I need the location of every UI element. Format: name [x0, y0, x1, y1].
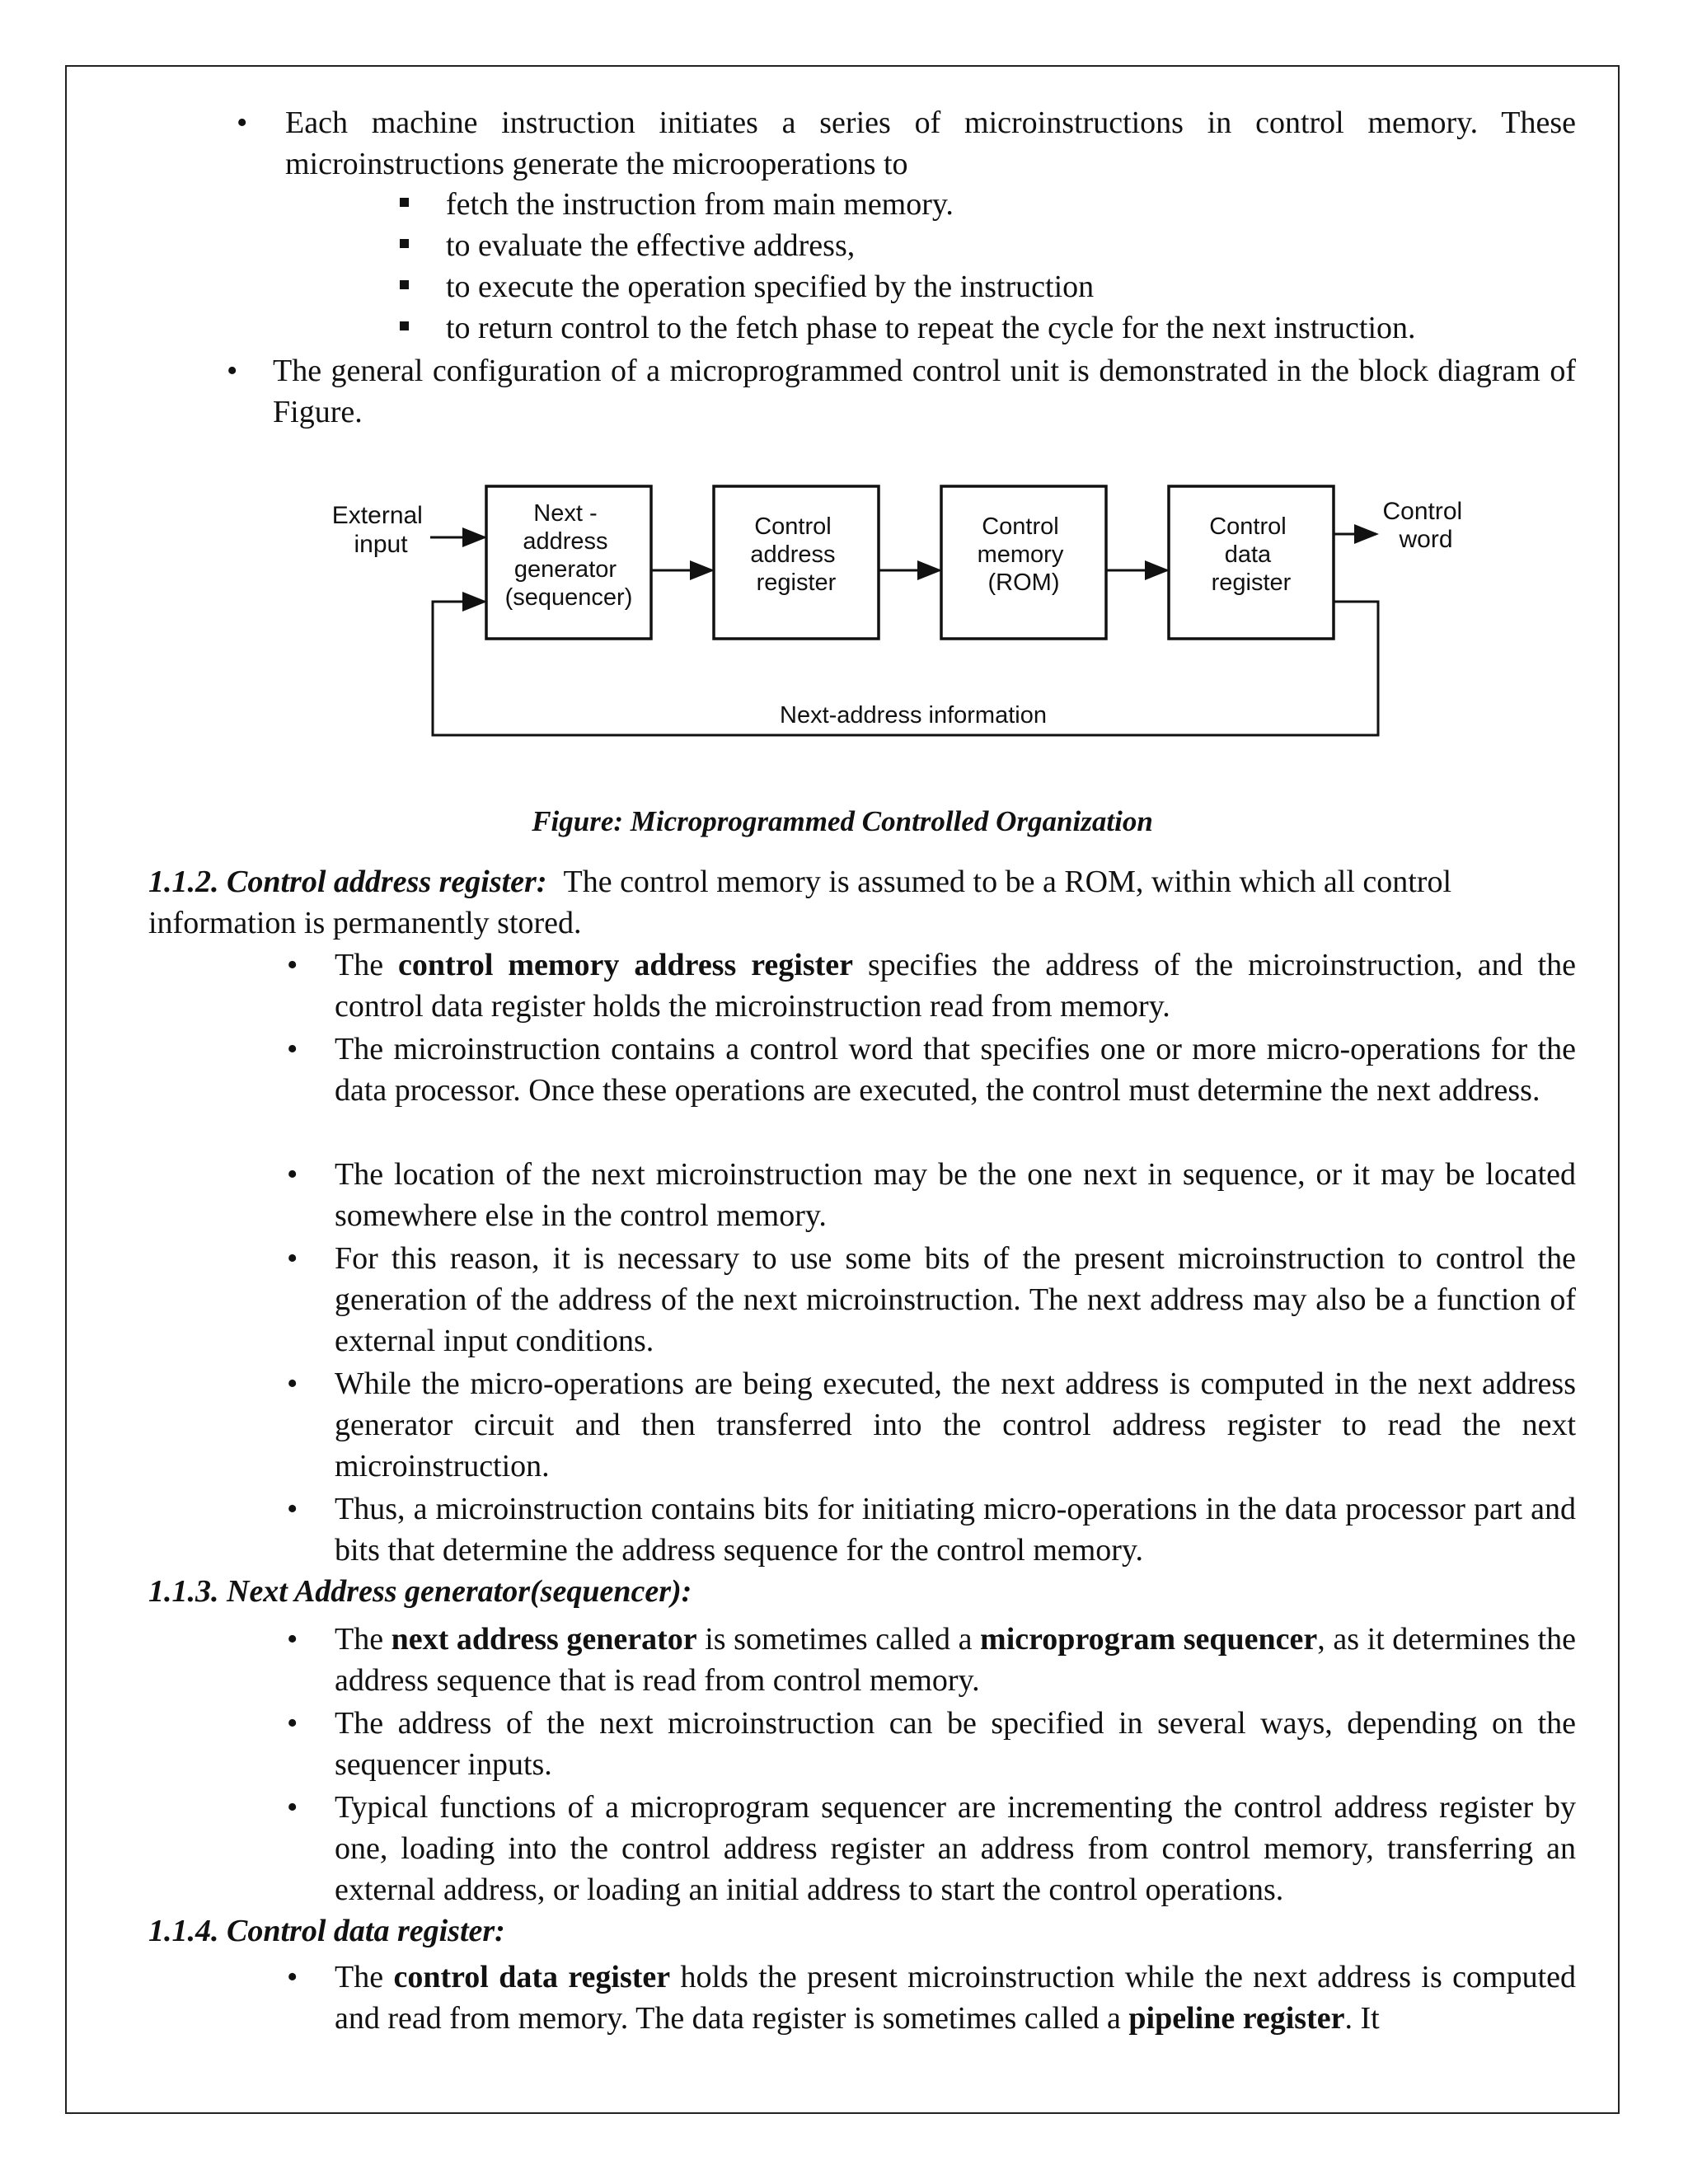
bullet-marker: •: [287, 1706, 298, 1741]
sub-item: to return control to the fetch phase to repeat the cycle for the next instruction.: [446, 311, 1416, 345]
intro-bullet-1: Each machine instruction initiates a series of microinstructions in control memory. These microinstructions generate the microoperations to: [285, 105, 1576, 181]
bullet-marker: •: [287, 1366, 298, 1401]
sub-item: fetch the instruction from main memory.: [446, 187, 954, 222]
section-114-bullet: The control data register holds the present microinstruction while the next address is computed and read from memory. The data register is sometimes called a pipeline register. It: [335, 1960, 1577, 2036]
section-113-heading: 1.1.3. Next Address generator(sequencer):: [148, 1574, 692, 1609]
bullet-marker: •: [287, 948, 298, 982]
section-114-heading: 1.1.4. Control data register:: [148, 1914, 505, 1948]
square-bullet: [400, 239, 409, 248]
square-bullet: [400, 321, 409, 330]
bullet-marker: •: [287, 1960, 298, 1994]
bullet-marker: •: [287, 1790, 298, 1825]
section-113-bullet: The address of the next microinstruction can be specified in several ways, depending on the sequencer inputs.: [335, 1706, 1576, 1782]
sub-item: to execute the operation specified by the instruction: [446, 269, 1095, 304]
section-112-intro: [148, 861, 1582, 902]
section-113-bullet: The next address generator is sometimes called a microprogram sequencer, as it determines the address sequence that is read from control memory.: [335, 1622, 1576, 1698]
bullet-marker: •: [227, 354, 238, 388]
section-112-bullet: For this reason, it is necessary to use some bits of the present microinstruction to control the generation of the address of the next microinstruction. The next address may also be a function of external input conditions.: [335, 1241, 1576, 1358]
section-112-intro-line1: The control memory is assumed to be a ROM, within which all control: [563, 865, 1452, 899]
section-112-bullet: While the micro-operations are being executed, the next address is computed in the next address generator circuit and then transferred into the control address register to read the next microinstruction.: [335, 1366, 1576, 1483]
square-bullet: [400, 198, 409, 207]
intro-bullet-2: The general configuration of a microprogrammed control unit is demonstrated in the block diagram of Figure.: [273, 354, 1576, 429]
bullet-marker: •: [287, 1492, 298, 1526]
section-112-intro-line2: information is permanently stored.: [148, 906, 582, 940]
section-113-bullet: Typical functions of a microprogram sequencer are incrementing the control address register by one, loading into the control address register an address from control memory, transferring an external address, or loading an initial address to start the control operations.: [335, 1790, 1576, 1907]
control-memory-label: Control memory (ROM): [977, 513, 1064, 596]
control-data-register-label: Control data register: [1209, 513, 1292, 596]
external-input-label: External input: [331, 502, 423, 558]
control-word-label: Control word: [1382, 498, 1463, 553]
bullet-marker: •: [287, 1241, 298, 1276]
bullet-marker: •: [287, 1622, 298, 1657]
section-112-bullet: The control memory address register specifies the address of the microinstruction, and the control data register holds the microinstruction read from memory.: [335, 948, 1576, 1024]
section-112-bullet: The location of the next microinstruction may be the one next in sequence, or it may be located somewhere else in the control memory.: [335, 1157, 1576, 1233]
feedback-label: Next-address information: [780, 702, 1047, 729]
next-address-generator-label: Next - address generator (sequencer): [504, 500, 633, 611]
section-112-bullet: The microinstruction contains a control word that specifies one or more micro-operations for the data processor. Once these operations are executed, the control must determine the next address.: [335, 1032, 1576, 1108]
square-bullet: [400, 280, 409, 289]
figure-caption: Figure: Microprogrammed Controlled Organization: [532, 805, 1153, 837]
block-diagram: [313, 470, 1484, 750]
section-112-bullet: Thus, a microinstruction contains bits for initiating micro-operations in the data processor part and bits that determine the address sequence for the control memory.: [335, 1492, 1576, 1568]
bullet-marker: •: [237, 105, 248, 140]
bullet-marker: •: [287, 1032, 298, 1066]
section-112-heading: 1.1.2. Control address register:: [148, 865, 547, 899]
control-address-register-label: Control address register: [750, 513, 837, 596]
bullet-marker: •: [287, 1157, 298, 1192]
sub-item: to evaluate the effective address,: [446, 228, 856, 263]
